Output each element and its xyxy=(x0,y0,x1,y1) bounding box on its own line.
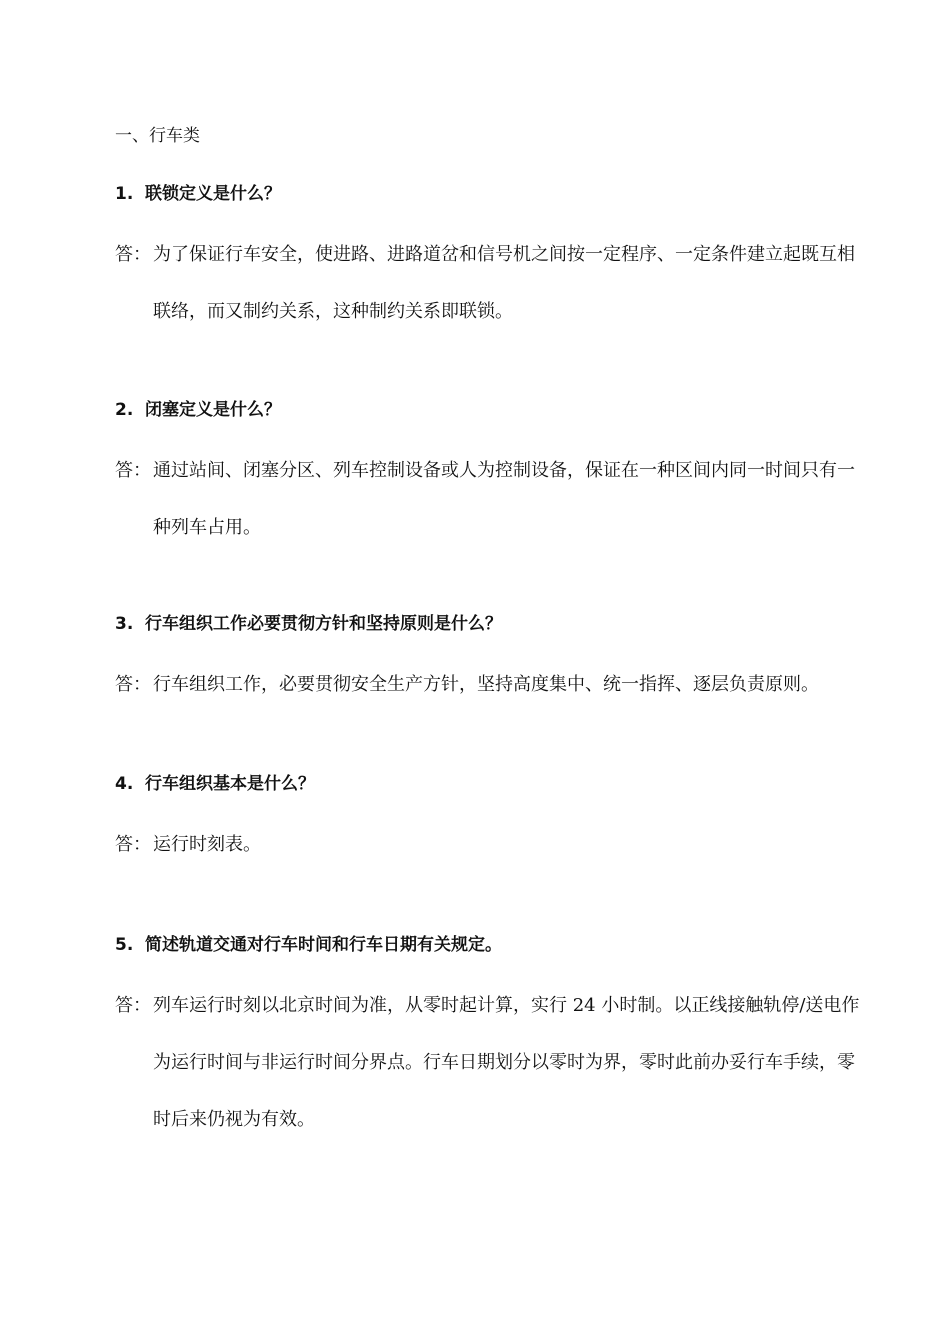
question-number: 1. xyxy=(115,184,134,204)
qa-item-1 xyxy=(115,182,860,340)
answer-prefix: 答： xyxy=(115,995,151,1016)
answer-text: 通过站间、闭塞分区、列车控制设备或人为控制设备，保证在一种区间内同一时间只有一种列车占用。 xyxy=(153,460,855,538)
question-2 xyxy=(115,398,860,422)
answer-1 xyxy=(115,226,860,340)
qa-item-3 xyxy=(115,612,860,713)
question-1 xyxy=(115,182,860,206)
answer-text: 列车运行时刻以北京时间为准，从零时起计算，实行 24 小时制。以正线接触轨停/送电作为运行时间与非运行时间分界点。行车日期划分以零时为界，零时此前办妥行车手续，零时后来仍视为有效。 xyxy=(153,995,860,1130)
question-text: 行车组织基本是什么？ xyxy=(145,774,315,794)
question-number: 3. xyxy=(115,614,134,634)
question-5 xyxy=(115,933,860,957)
question-text: 简述轨道交通对行车时间和行车日期有关规定。 xyxy=(145,935,502,955)
answer-2 xyxy=(115,442,860,556)
answer-prefix: 答： xyxy=(115,244,151,265)
answer-4 xyxy=(115,816,860,873)
question-number: 2. xyxy=(115,400,134,420)
question-3 xyxy=(115,612,860,636)
answer-prefix: 答： xyxy=(115,834,151,855)
answer-text: 运行时刻表。 xyxy=(153,834,261,855)
answer-3 xyxy=(115,656,860,713)
qa-item-5 xyxy=(115,933,860,1148)
qa-item-4 xyxy=(115,772,860,873)
question-4 xyxy=(115,772,860,796)
answer-text: 行车组织工作，必要贯彻安全生产方针，坚持高度集中、统一指挥、逐层负责原则。 xyxy=(153,674,819,695)
answer-prefix: 答： xyxy=(115,674,151,695)
answer-prefix: 答： xyxy=(115,460,151,481)
question-text: 闭塞定义是什么？ xyxy=(145,400,281,420)
question-number: 5. xyxy=(115,935,134,955)
question-number: 4. xyxy=(115,774,134,794)
section-title: 一、行车类 xyxy=(115,126,200,146)
qa-item-2 xyxy=(115,398,860,556)
question-text: 行车组织工作必要贯彻方针和坚持原则是什么？ xyxy=(145,614,502,634)
answer-text: 为了保证行车安全，使进路、进路道岔和信号机之间按一定程序、一定条件建立起既互相联络，而又制约关系，这种制约关系即联锁。 xyxy=(153,244,855,322)
answer-5 xyxy=(115,977,860,1148)
question-text: 联锁定义是什么？ xyxy=(145,184,281,204)
